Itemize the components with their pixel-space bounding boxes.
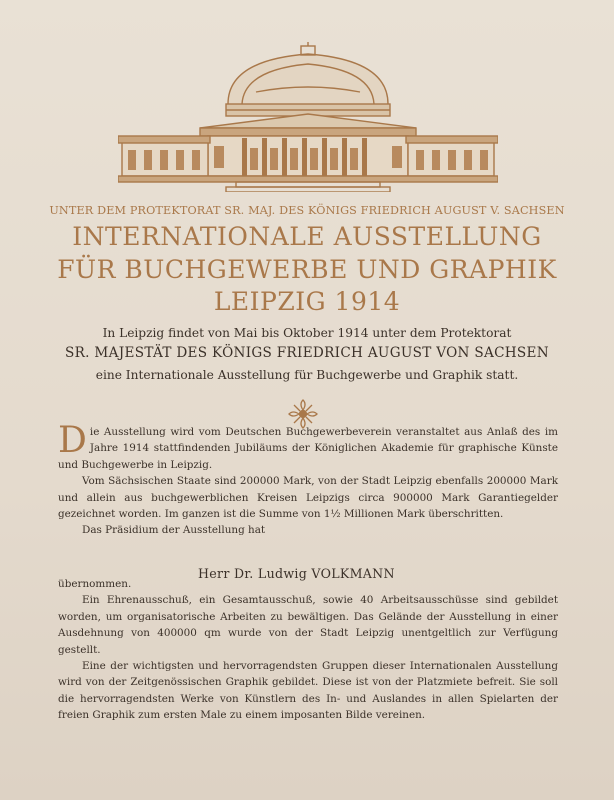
paragraph-2: Vom Sächsischen Staate sind 200000 Mark, von der Stadt Leipzig ebenfalls 200000 Mark und allein aus buchgewerblichen Kreisen Leipzigs circa 900000 Mark Garantiegelder gezeichnet worden. Im ganzen ist die Summe von 1½ Millionen Mark überschritten.	[58, 475, 558, 521]
protektorat-line: UNTER DEM PROTEKTORAT SR. MAJ. DES KÖNIGS FRIEDRICH AUGUST V. SACHSEN	[49, 204, 565, 217]
title-line-2: FÜR BUCHGEWERBE UND GRAPHIK	[57, 255, 557, 284]
paragraph-1-text: ie Ausstellung wird vom Deutschen Buchgewerbeverein veranstaltet aus Anlaß des im Jahre 1914 stattfindenden Jubiläums der Königlichen Akademie für graphische Künste und Buchgewerbe in Leipzig.	[58, 426, 558, 471]
intro-line-2: SR. MAJESTÄT DES KÖNIGS FRIEDRICH AUGUST VON SACHSEN	[65, 345, 549, 361]
title-line-1: INTERNATIONALE AUSSTELLUNG	[72, 222, 542, 251]
intro-line-1: In Leipzig findet von Mai bis Oktober 1914 unter dem Protektorat	[102, 326, 512, 340]
president-name: Herr Dr. Ludwig VOLKMANN	[198, 566, 395, 581]
paragraph-4: übernommen.	[58, 578, 132, 590]
paragraph-6: Eine der wichtigsten und hervorragendsten Gruppen dieser Internationalen Ausstellung wird von der Zeitgenössischen Graphik gebildet. Diese ist von der Platzmiete befreit. Sie soll die hervorragendsten Werke von Künstlern des In- und Auslandes in allen Spielarten der freien Graphik zum ersten Male zu einem imposanten Bilde vereinen.	[58, 660, 558, 722]
paragraph-5: Ein Ehrenausschuß, ein Gesamtausschuß, sowie 40 Arbeitsausschüsse sind gebildet worden, um organisatorische Arbeiten zu bewältigen. Das Gelände der Ausstellung in einer Ausdehnung von 400000 qm wurde von der Stadt Leipzig unentgeltlich zur Verfügung gestellt.	[58, 594, 558, 656]
body-section-1	[58, 420, 558, 539]
paragraph-1	[58, 420, 558, 473]
intro-line-3: eine Internationale Ausstellung für Buchgewerbe und Graphik statt.	[95, 368, 519, 382]
body-section-2	[58, 576, 558, 724]
dropcap: D	[58, 420, 87, 461]
paragraph-3: Das Präsidium der Ausstellung hat	[82, 524, 266, 537]
exhibition-hall-illustration	[118, 42, 498, 192]
title-line-3: LEIPZIG 1914	[213, 287, 401, 316]
